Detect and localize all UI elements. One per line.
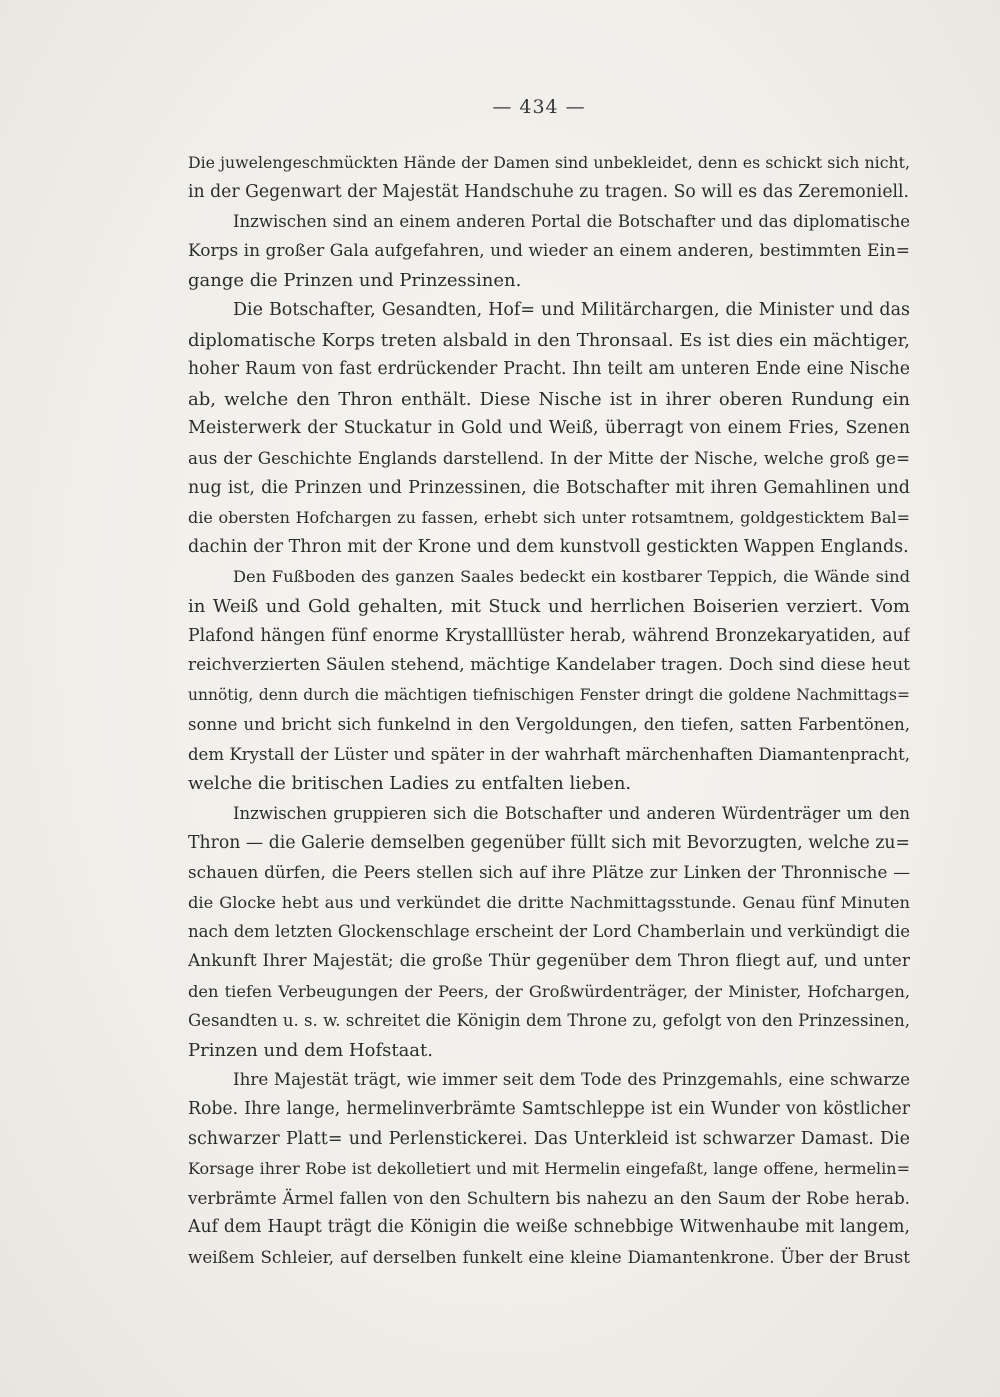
text-line: Robe. Ihre lange, hermelinverbrämte Samtschleppe ist ein Wunder von köstlicher: [188, 1099, 910, 1119]
text-line: diplomatische Korps treten alsbald in den Thronsaal. Es ist dies ein mächtiger,: [188, 329, 910, 351]
text-line: die Glocke hebt aus und verkündet die dritte Nachmittagsstunde. Genau fünf Minuten: [188, 892, 910, 912]
page-number: — 434 —: [492, 96, 586, 118]
text-line: weißem Schleier, auf derselben funkelt eine kleine Diamantenkrone. Über der Brust: [188, 1246, 910, 1267]
text-line: Thron — die Galerie demselben gegenüber füllt sich mit Bevorzugten, welche zu=: [188, 832, 910, 853]
text-line: aus der Geschichte Englands darstellend. In der Mitte der Nische, welche groß ge=: [188, 447, 910, 468]
text-line: Ihre Majestät trägt, wie immer seit dem Tode des Prinzgemahls, eine schwarze: [233, 1069, 910, 1090]
text-line: in Weiß und Gold gehalten, mit Stuck und herrlichen Boiserien verziert. Vom: [188, 595, 910, 617]
text-line: Korps in großer Gala aufgefahren, und wieder an einem anderen, bestimmten Ein=: [188, 240, 910, 261]
text-line: Die Botschafter, Gesandten, Hof= und Militärchargen, die Minister und das: [233, 299, 910, 320]
text-line: Auf dem Haupt trägt die Königin die weiße schnebbige Witwenhaube mit langem,: [188, 1217, 910, 1238]
text-line: ab, welche den Thron enthält. Diese Nische ist in ihrer oberen Rundung ein: [188, 388, 910, 410]
text-line: nach dem letzten Glockenschlage erscheint der Lord Chamberlain und verkündigt die: [188, 922, 910, 942]
text-line: Korsage ihrer Robe ist dekolletiert und mit Hermelin eingefaßt, lange offene, hermelin=: [188, 1159, 910, 1179]
text-line: die obersten Hofchargen zu fassen, erhebt sich unter rotsamtnem, goldgesticktem Bal=: [188, 508, 910, 528]
text-line: Inzwischen gruppieren sich die Botschafter und anderen Würdenträger um den: [233, 804, 910, 824]
text-line: Plafond hängen fünf enorme Krystalllüster herab, während Bronzekaryatiden, auf: [188, 625, 910, 646]
text-line: dem Krystall der Lüster und später in der wahrhaft märchenhaften Diamantenpracht,: [188, 744, 910, 764]
text-line: sonne und bricht sich funkelnd in den Vergoldungen, den tiefen, satten Farbentönen,: [188, 715, 910, 735]
text-line: hoher Raum von fast erdrückender Pracht. Ihn teilt am unteren Ende eine Nische: [188, 359, 910, 380]
text-line: Inzwischen sind an einem anderen Portal die Botschafter und das diplomatische: [233, 212, 910, 232]
text-line: den tiefen Verbeugungen der Peers, der Großwürdenträger, der Minister, Hofchargen,: [188, 981, 910, 1001]
text-line: Prinzen und dem Hofstaat.: [188, 1039, 433, 1061]
text-line: unnötig, denn durch die mächtigen tiefnischigen Fenster dringt die goldene Nachmittags=: [188, 685, 910, 704]
body-text: [188, 148, 910, 1273]
text-line: gange die Prinzen und Prinzessinen.: [188, 270, 522, 292]
text-line: reichverzierten Säulen stehend, mächtige Kandelaber tragen. Doch sind diese heut: [188, 655, 910, 676]
text-line: Gesandten u. s. w. schreitet die Königin dem Throne zu, gefolgt von den Prinzessinen,: [188, 1011, 910, 1031]
text-line: nug ist, die Prinzen und Prinzessinen, die Botschafter mit ihren Gemahlinen und: [188, 477, 910, 498]
text-line: Die juwelengeschmückten Hände der Damen sind unbekleidet, denn es schickt sich nicht,: [188, 153, 910, 172]
text-line: dachin der Thron mit der Krone und dem kunstvoll gestickten Wappen Englands.: [188, 536, 909, 557]
text-line: Meisterwerk der Stuckatur in Gold und Weiß, überragt von einem Fries, Szenen: [188, 418, 910, 439]
text-line: schauen dürfen, die Peers stellen sich auf ihre Plätze zur Linken der Thronnische —: [188, 862, 910, 883]
text-line: welche die britischen Ladies zu entfalten lieben.: [188, 773, 632, 795]
text-line: schwarzer Platt= und Perlenstickerei. Das Unterkleid ist schwarzer Damast. Die: [188, 1128, 910, 1149]
text-line: Den Fußboden des ganzen Saales bedeckt ein kostbarer Teppich, die Wände sind: [233, 567, 910, 587]
text-line: in der Gegenwart der Majestät Handschuhe zu tragen. So will es das Zeremoniell.: [188, 181, 910, 202]
text-line: Ankunft Ihrer Majestät; die große Thür gegenüber dem Thron fliegt auf, und unter: [188, 951, 910, 972]
text-line: verbrämte Ärmel fallen von den Schultern bis nahezu an den Saum der Robe herab.: [188, 1187, 910, 1208]
